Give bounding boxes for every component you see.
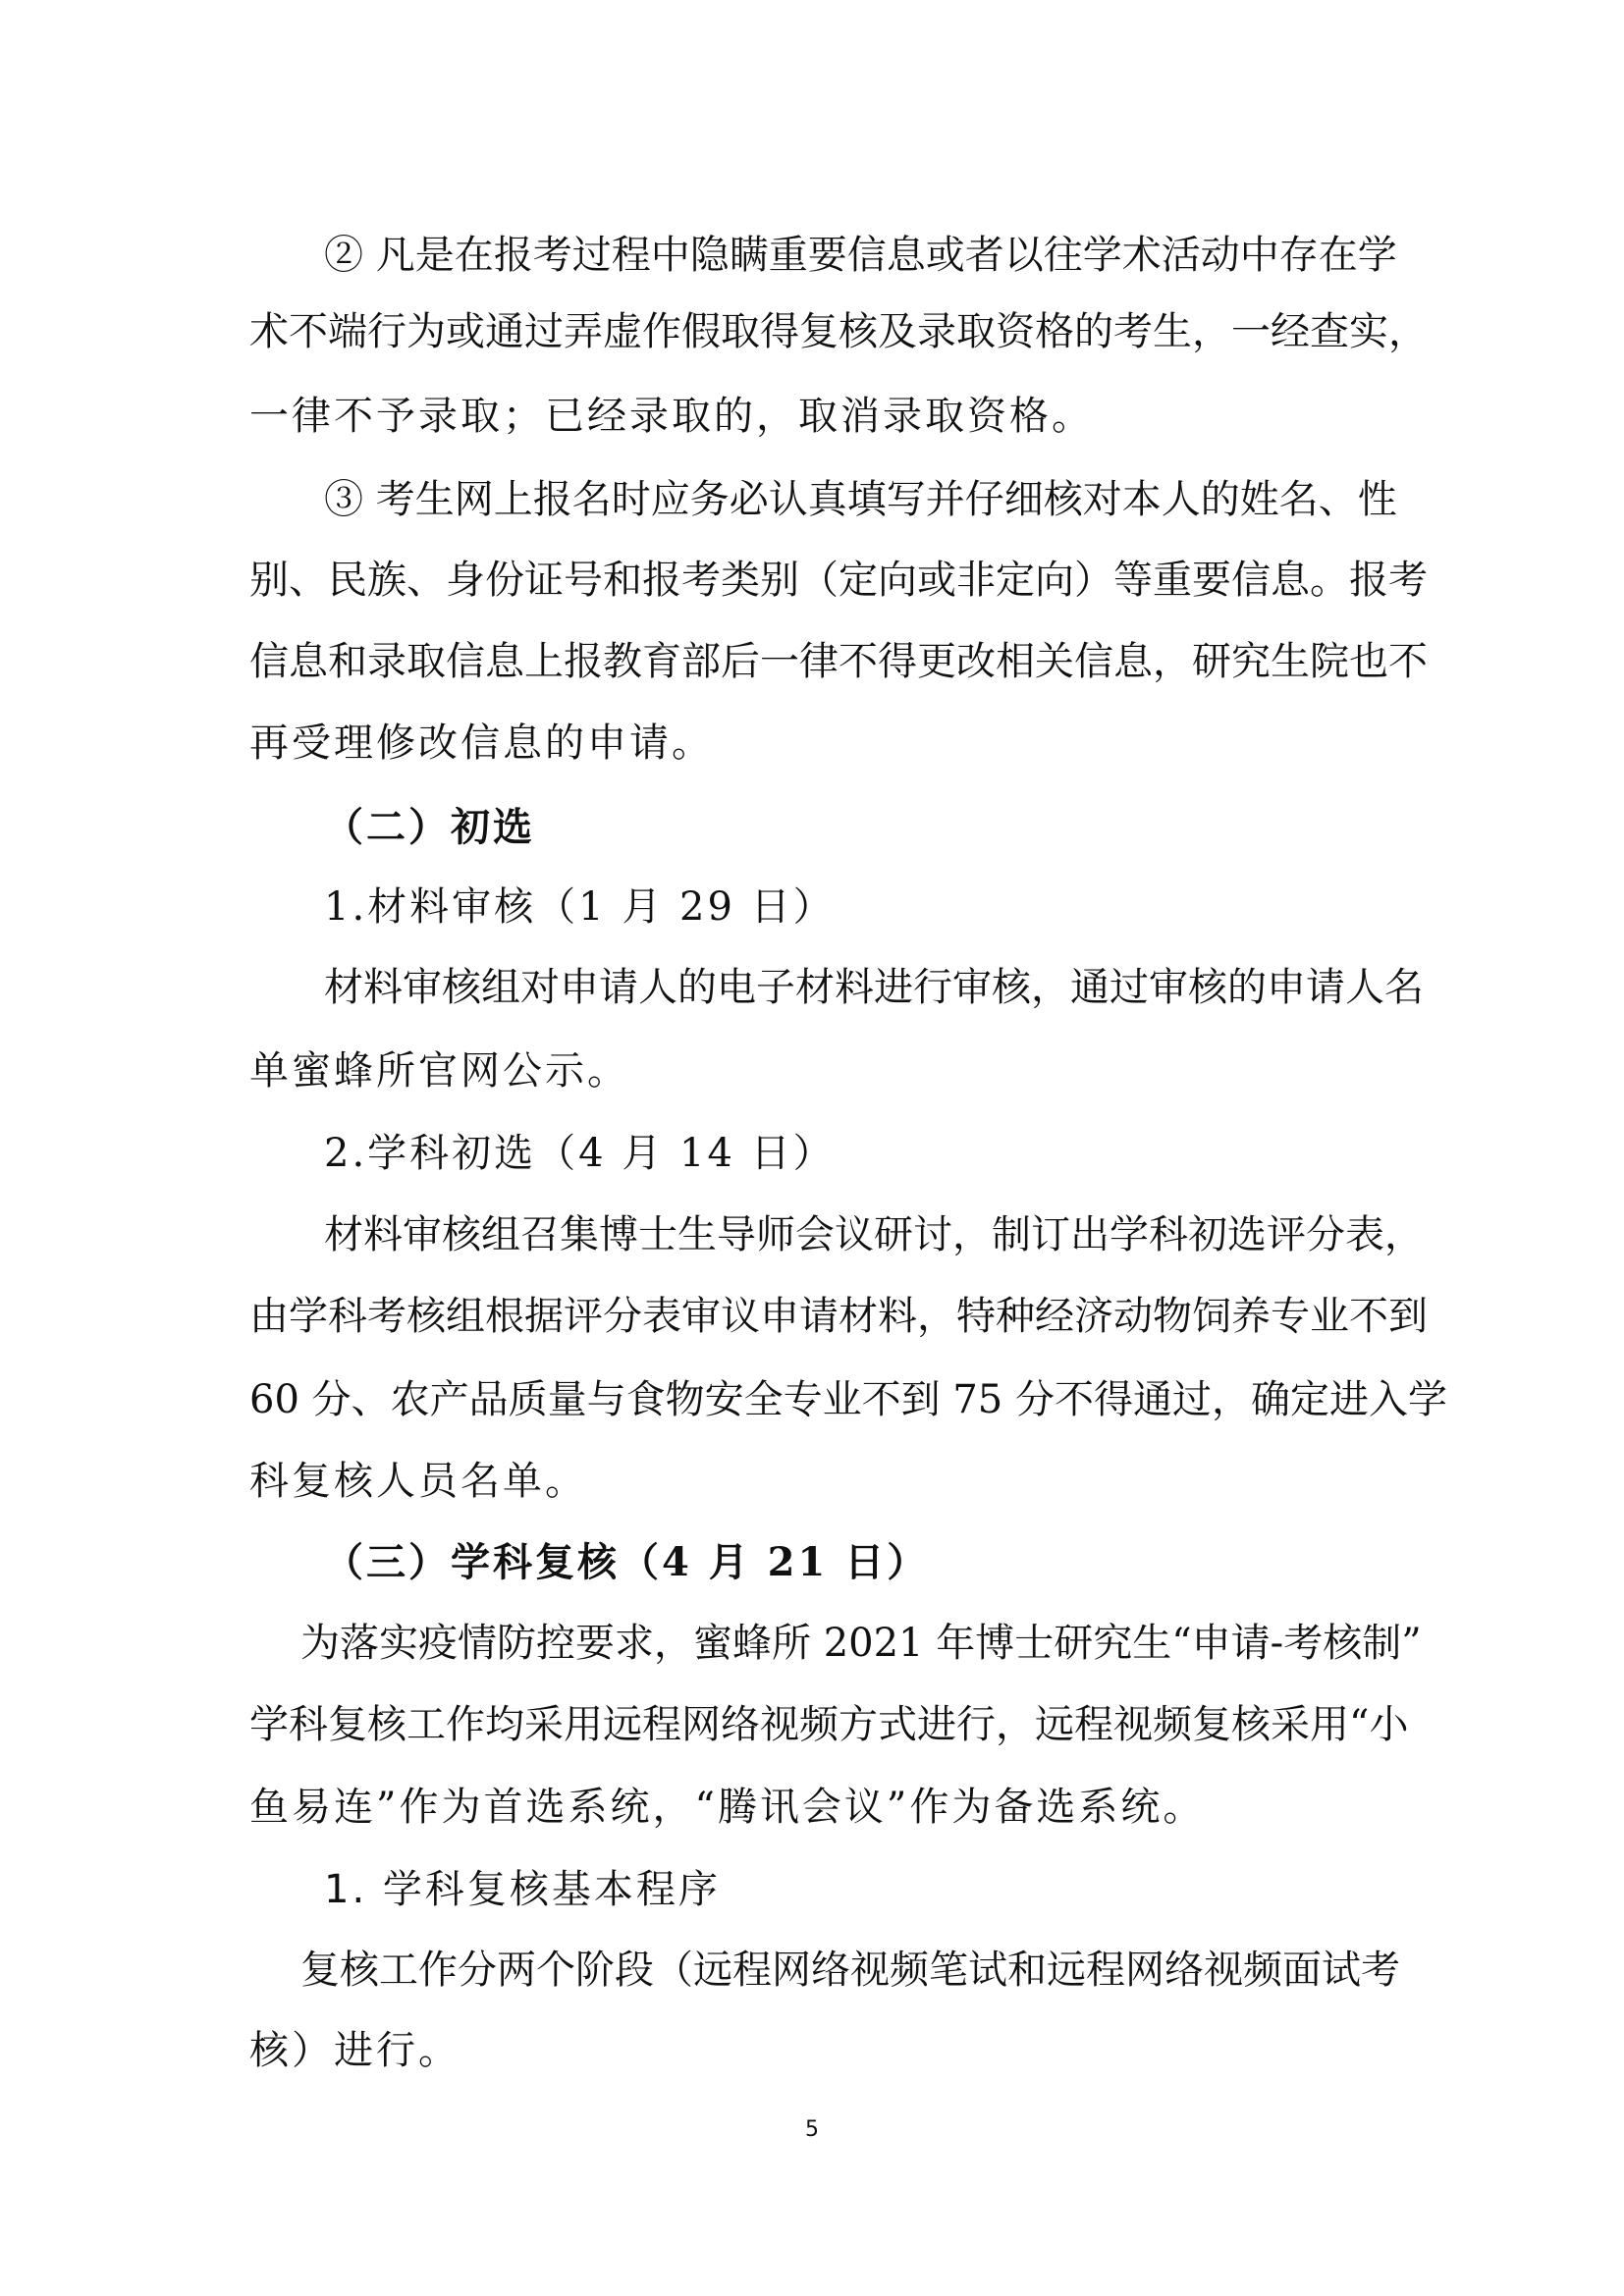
- paragraph-line: 由学科考核组根据评分表审议申请材料，特种经济动物饲养专业不到: [249, 1294, 1428, 1339]
- paragraph-line: 单蜜蜂所官网公示。: [249, 1048, 629, 1094]
- subsection-heading: 1. 学科复核基本程序: [324, 1867, 721, 1912]
- paragraph-line: 复核工作分两个阶段（远程网络视频笔试和远程网络视频面试考: [300, 1948, 1400, 1993]
- paragraph-line: 再受理修改信息的申请。: [249, 721, 714, 766]
- paragraph-line: 科复核人员名单。: [249, 1459, 587, 1504]
- page-number: 5: [805, 2117, 819, 2142]
- paragraph-line: 核）进行。: [249, 2028, 460, 2073]
- paragraph-line: 别、民族、身份证号和报考类别（定向或非定向）等重要信息。报考: [249, 558, 1428, 603]
- subsection-heading: 2.学科初选（4 月 14 日）: [324, 1131, 836, 1176]
- paragraph-line: 一律不予录取；已经录取的，取消录取资格。: [249, 394, 1094, 439]
- section-heading: （三）学科复核（4 月 21 日）: [324, 1539, 930, 1585]
- paragraph-line: 术不端行为或通过弄虚作假取得复核及录取资格的考生，一经查实，: [249, 309, 1428, 354]
- paragraph-line: 学科复核工作均采用远程网络视频方式进行，远程视频复核采用“小: [249, 1702, 1409, 1747]
- paragraph-line: 鱼易连”作为首选系统，“腾讯会议”作为备选系统。: [249, 1785, 1206, 1830]
- paragraph-line: 材料审核组对申请人的电子材料进行审核，通过审核的申请人名: [324, 965, 1424, 1010]
- paragraph-line: ③ 考生网上报名时应务必认真填写并仔细核对本人的姓名、性: [324, 477, 1397, 522]
- paragraph-line: 材料审核组召集博士生导师会议研讨，制订出学科初选评分表，: [324, 1212, 1424, 1257]
- paragraph-line: ② 凡是在报考过程中隐瞒重要信息或者以往学术活动中存在学: [324, 233, 1397, 278]
- paragraph-line: 信息和录取信息上报教育部后一律不得更改相关信息，研究生院也不: [249, 639, 1428, 684]
- section-heading: （二）初选: [324, 804, 535, 850]
- subsection-heading: 1.材料审核（1 月 29 日）: [324, 884, 836, 930]
- paragraph-line: 为落实疫情防控要求，蜜蜂所 2021 年博士研究生“申请-考核制”: [300, 1621, 1422, 1666]
- paragraph-line: 60 分、农产品质量与食物安全专业不到 75 分不得通过，确定进入学: [249, 1377, 1447, 1422]
